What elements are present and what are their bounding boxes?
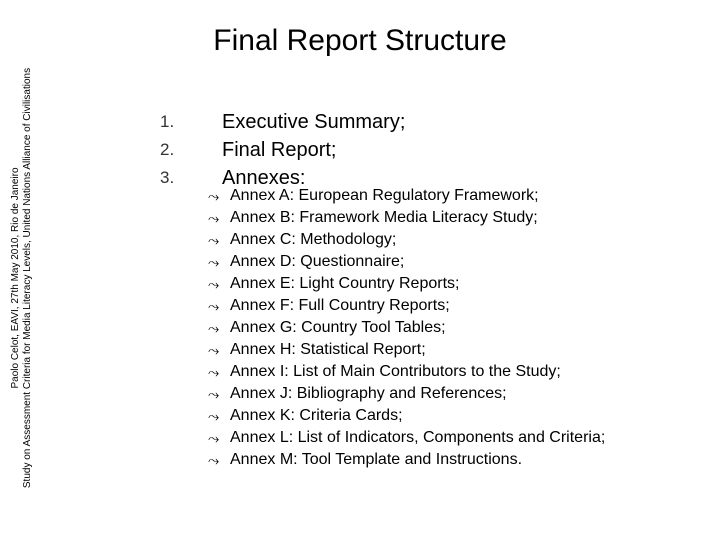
annex-text: Annex M: Tool Template and Instructions.: [230, 451, 523, 468]
annex-list: [208, 187, 628, 473]
annex-item: [208, 231, 628, 249]
swoosh-bullet-icon: ⤳: [208, 342, 220, 358]
annex-text: Annex A: European Regulatory Framework;: [230, 187, 539, 204]
annex-text: Annex F: Full Country Reports;: [230, 297, 450, 314]
annex-text: Annex G: Country Tool Tables;: [230, 319, 446, 336]
annex-text: Annex E: Light Country Reports;: [230, 275, 460, 292]
numbered-list: [160, 108, 405, 192]
item-number: 1.: [160, 112, 175, 131]
item-number: 3.: [160, 168, 175, 187]
swoosh-bullet-icon: ⤳: [208, 254, 220, 270]
item-number: 2.: [160, 140, 175, 159]
item-label: Annexes:: [222, 167, 306, 189]
swoosh-bullet-icon: ⤳: [208, 364, 220, 380]
numbered-item: [160, 136, 405, 164]
annex-item: [208, 275, 628, 293]
annex-item: [208, 407, 628, 425]
annex-item: [208, 363, 628, 381]
side-caption: [10, 48, 34, 508]
annex-item: [208, 209, 628, 227]
item-label: Executive Summary;: [222, 111, 406, 133]
swoosh-bullet-icon: ⤳: [208, 210, 220, 226]
annex-text: Annex D: Questionnaire;: [230, 253, 405, 270]
swoosh-bullet-icon: ⤳: [208, 298, 220, 314]
swoosh-bullet-icon: ⤳: [208, 386, 220, 402]
annex-item: [208, 297, 628, 315]
annex-item: [208, 187, 628, 205]
annex-item: [208, 429, 628, 447]
numbered-item: [160, 108, 405, 136]
item-label: Final Report;: [222, 139, 337, 161]
annex-item: [208, 341, 628, 359]
swoosh-bullet-icon: ⤳: [208, 188, 220, 204]
annex-text: Annex J: Bibliography and References;: [230, 385, 507, 402]
annex-item: [208, 253, 628, 271]
annex-text: Annex B: Framework Media Literacy Study;: [230, 209, 538, 226]
annex-item: [208, 385, 628, 403]
swoosh-bullet-icon: ⤳: [208, 320, 220, 336]
annex-text: Annex L: List of Indicators, Components and Criteria;: [230, 429, 606, 446]
annex-item: [208, 319, 628, 337]
swoosh-bullet-icon: ⤳: [208, 452, 220, 468]
annex-text: Annex I: List of Main Contributors to the Study;: [230, 363, 561, 380]
annex-text: Annex C: Methodology;: [230, 231, 397, 248]
swoosh-bullet-icon: ⤳: [208, 276, 220, 292]
side-caption-study: Study on Assessment Criteria for Media Literacy Levels, United Nations Alliance of Civilisations: [22, 67, 33, 489]
swoosh-bullet-icon: ⤳: [208, 430, 220, 446]
swoosh-bullet-icon: ⤳: [208, 408, 220, 424]
annex-text: Annex K: Criteria Cards;: [230, 407, 403, 424]
side-caption-author: Paolo Celot, EAVI, 27th May 2010, Rio de Janeiro: [10, 167, 21, 389]
slide-title: Final Report Structure: [213, 24, 507, 57]
annex-text: Annex H: Statistical Report;: [230, 341, 426, 358]
swoosh-bullet-icon: ⤳: [208, 232, 220, 248]
annex-item: [208, 451, 628, 469]
